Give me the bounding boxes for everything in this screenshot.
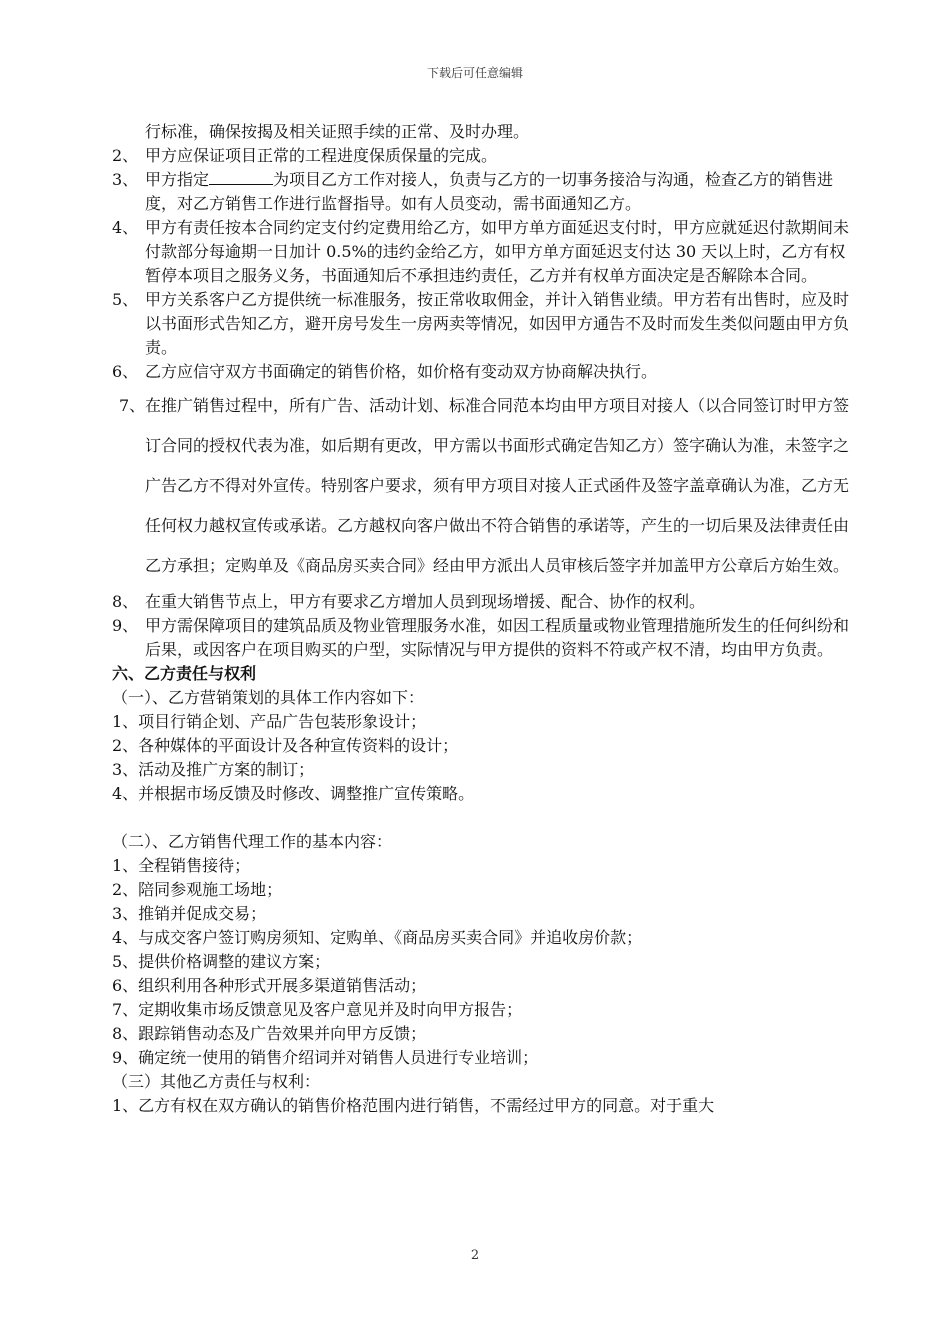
list-item: 8、 在重大销售节点上，甲方有要求乙方增加人员到现场增援、配合、协作的权利。 xyxy=(112,592,706,611)
document-body xyxy=(112,120,852,1118)
list-item: 3、 甲方指定 为项目乙方工作对接人，负责与乙方的一切事务接洽与沟通，检查乙方的销售进度，对乙方销售工作进行监督指导。如有人员变动，需书面通知乙方。 xyxy=(112,170,834,213)
subsection-title: （三）其他乙方责任与权利： xyxy=(112,1072,321,1091)
list-item: 7、定期收集市场反馈意见及客户意见并及时向甲方报告； xyxy=(112,1000,523,1019)
list-item: 6、 乙方应信守双方书面确定的销售价格，如价格有变动双方协商解决执行。 xyxy=(112,362,658,381)
list-item: 8、跟踪销售动态及广告效果并向甲方反馈； xyxy=(112,1024,427,1043)
list-item: 4、与成交客户签订购房须知、定购单、《商品房买卖合同》并追收房价款； xyxy=(112,928,643,947)
blank-underline xyxy=(209,168,273,185)
spacer xyxy=(112,806,852,830)
list-item: 2、陪同参观施工场地； xyxy=(112,880,283,899)
list-item: 5、提供价格调整的建议方案； xyxy=(112,952,331,971)
subsection-title: （一）、乙方营销策划的具体工作内容如下： xyxy=(112,688,425,707)
list-item: 9、确定统一使用的销售介绍词并对销售人员进行专业培训； xyxy=(112,1048,539,1067)
list-item: 7、 在推广销售过程中，所有广告、活动计划、标准合同范本均由甲方项目对接人（以合同签订时甲方签订合同的授权代表为准，如后期有更改，甲方需以书面形式确定告知乙方）签字确认为准，未签字之广告乙方不得对外宣传。特别客户要求，须有甲方项目对接人正式函件及签字盖章确认为准，乙方无任何权力越权宣传或承诺。乙方越权向客户做出不符合销售的承诺等，产生的一切后果及法律责任由乙方承担；定购单及《商品房买卖合同》经由甲方派出人员审核后签字并加盖甲方公章后方始生效。 xyxy=(119,396,850,575)
list-item: 9、 甲方需保障项目的建筑品质及物业管理服务水准，如因工程质量或物业管理措施所发生的任何纠纷和后果，或因客户在项目购买的户型，实际情况与甲方提供的资料不符或产权不清，均由甲方负责。 xyxy=(112,616,850,659)
list-item: 4、 甲方有责任按本合同约定支付约定费用给乙方，如甲方单方面延迟支付时，甲方应就延迟付款期间未付款部分每逾期一日加计 0.5%的违约金给乙方，如甲方单方面延迟支付达 30 天以上时，乙方有权暂停本项目之服务义务，书面通知后不承担违约责任，乙方并有权单方面决定是否解除本合同。 xyxy=(112,218,850,285)
continuation-line: 行标准，确保按揭及相关证照手续的正常、及时办理。 xyxy=(145,122,530,141)
list-item: 3、活动及推广方案的制订； xyxy=(112,760,315,779)
list-item: 3、推销并促成交易； xyxy=(112,904,267,923)
list-item: 2、各种媒体的平面设计及各种宣传资料的设计； xyxy=(112,736,459,755)
page-header: 下载后可任意编辑 xyxy=(426,66,523,80)
list-item: 6、组织利用各种形式开展多渠道销售活动； xyxy=(112,976,427,995)
list-item: 1、项目行销企划、产品广告包装形象设计； xyxy=(112,712,427,731)
section-heading: 六、乙方责任与权利 xyxy=(112,664,257,683)
page-number: 2 xyxy=(470,1248,480,1263)
list-item: 1、全程销售接待； xyxy=(112,856,251,875)
subsection-title: （二）、乙方销售代理工作的基本内容： xyxy=(112,832,393,851)
list-item: 1、乙方有权在双方确认的销售价格范围内进行销售，不需经过甲方的同意。对于重大 xyxy=(112,1096,715,1115)
list-item: 2、 甲方应保证项目正常的工程进度保质保量的完成。 xyxy=(112,146,498,165)
list-item: 4、并根据市场反馈及时修改、调整推广宣传策略。 xyxy=(112,784,475,803)
list-item: 5、 甲方关系客户乙方提供统一标准服务，按正常收取佣金，并计入销售业绩。甲方若有出售时，应及时以书面形式告知乙方，避开房号发生一房两卖等情况，如因甲方通告不及时而发生类似问题由甲方负责。 xyxy=(112,290,850,357)
